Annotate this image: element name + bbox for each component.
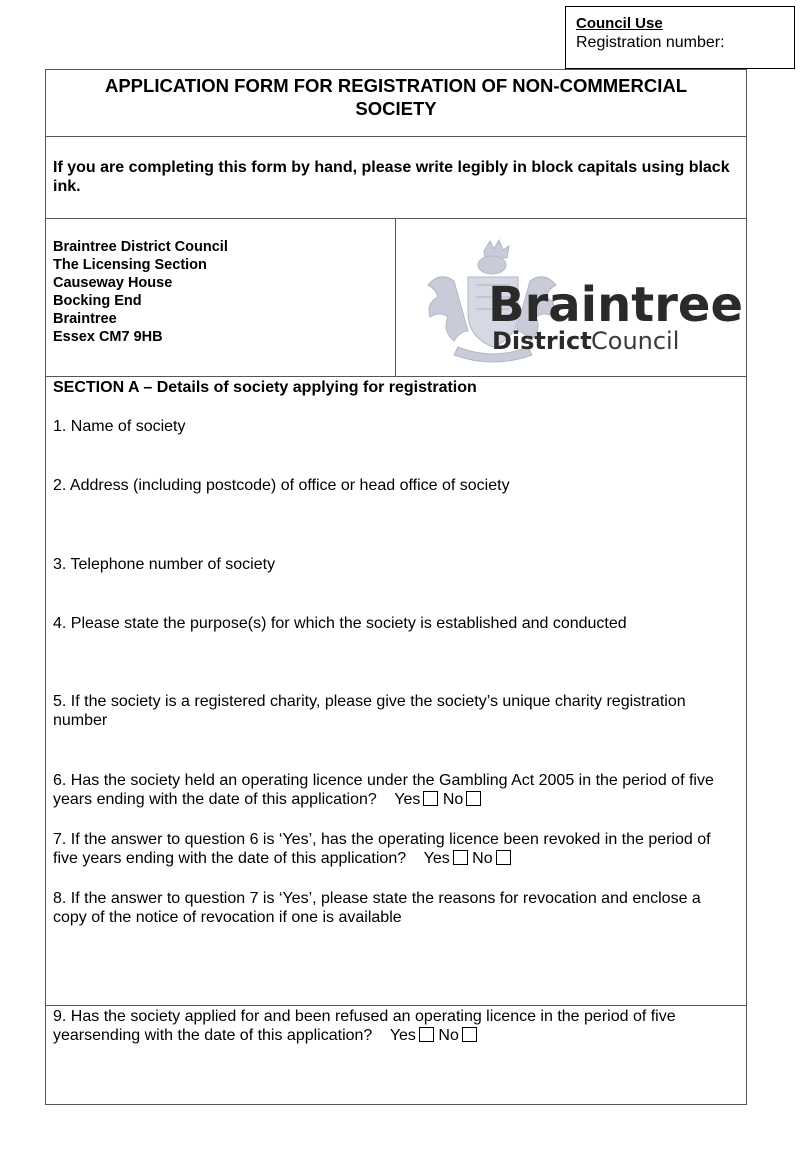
council-address [46,219,396,376]
form-title: APPLICATION FORM FOR REGISTRATION OF NON-COMMERCIAL SOCIETY [104,75,688,119]
form-title-row [46,70,746,137]
address-line: Bocking End [53,293,142,309]
instructions-text: If you are completing this form by hand, please write legibly in block capitals using black ink. [53,159,730,195]
address-line: Braintree [53,311,117,327]
question-6 [53,771,738,809]
address-line: Essex CM7 9HB [53,329,163,345]
question-6-answers [394,791,481,808]
address-line: Causeway House [53,275,173,291]
yes-label: Yes [423,850,450,867]
instructions-row [46,137,746,219]
question-1: 1. Name of society [53,418,186,435]
question-2: 2. Address (including postcode) of office or head office of society [53,477,510,494]
no-label: No [472,850,493,867]
braintree-logo [396,219,747,376]
address-line: Braintree District Council [53,239,228,255]
address-row [46,219,746,377]
no-label: No [438,1027,459,1044]
q6-no-checkbox[interactable] [466,791,481,806]
application-form [45,69,747,1105]
question-9-text: 9. Has the society applied for and been refused an operating licence in the period of five yearsending with the date of this application? [53,1008,676,1044]
council-use-box [565,6,795,69]
registration-number-label: Registration number: [576,34,725,51]
council-use-title: Council Use [576,15,663,32]
q9-no-checkbox[interactable] [462,1027,477,1042]
question-4: 4. Please state the purpose(s) for which the society is established and conducted [53,615,627,632]
question-7-text: 7. If the answer to question 6 is ‘Yes’, has the operating licence been revoked in the period of five years ending with the date of this application? [53,831,711,867]
yes-label: Yes [394,791,421,808]
council-logo-cell [396,219,747,376]
no-label: No [442,791,464,808]
q7-no-checkbox[interactable] [496,850,511,865]
section-a-title: SECTION A – Details of society applying for registration [53,379,477,396]
q6-yes-checkbox[interactable] [423,791,438,806]
section-a [46,377,746,1006]
question-9 [53,1007,738,1045]
logo-council-text: Council [591,327,680,355]
question-9-answers [390,1027,477,1044]
logo-district-text: District [492,327,592,355]
q7-yes-checkbox[interactable] [453,850,468,865]
question-6-text: 6. Has the society held an operating licence under the Gambling Act 2005 in the period of five years ending with the date of this application? [53,772,714,808]
question-3: 3. Telephone number of society [53,556,276,573]
question-8: 8. If the answer to question 7 is ‘Yes’, please state the reasons for revocation and enclose a copy of the notice of revocation if one is available [53,890,701,926]
yes-label: Yes [389,1027,416,1044]
logo-brand-text: Braintree [488,277,743,333]
address-line: The Licensing Section [53,257,207,273]
question-5: 5. If the society is a registered charity, please give the society’s unique charity registration number [53,693,686,729]
q9-yes-checkbox[interactable] [419,1027,434,1042]
question-9-row [46,1006,746,1104]
question-7 [53,830,738,868]
question-7-answers [424,850,511,867]
